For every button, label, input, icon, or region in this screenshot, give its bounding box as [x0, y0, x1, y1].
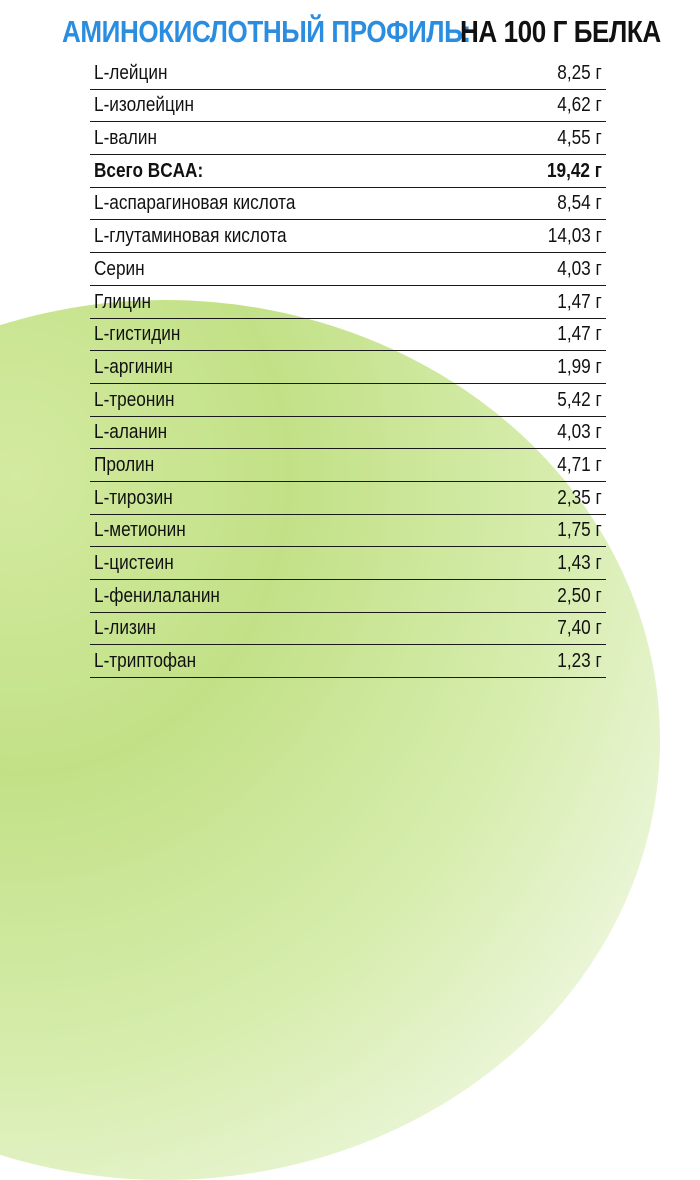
header	[0, 14, 700, 58]
amino-acid-value: 19,42 г	[547, 159, 602, 182]
table-row	[90, 351, 606, 384]
amino-acid-name: L-гистидин	[94, 323, 181, 346]
amino-acid-name: L-метионин	[94, 519, 186, 542]
amino-acid-name: L-фенилаланин	[94, 584, 220, 607]
table-row	[90, 57, 606, 90]
amino-acid-value: 1,47 г	[557, 290, 602, 313]
table-row	[90, 384, 606, 417]
amino-acid-name: Пролин	[94, 453, 155, 476]
amino-acid-name: L-глутаминовая кислота	[94, 225, 287, 248]
amino-acid-name: L-аргинин	[94, 355, 173, 378]
amino-acid-name: L-лейцин	[94, 61, 168, 84]
amino-acid-value: 1,75 г	[557, 519, 602, 542]
table-row	[90, 482, 606, 515]
amino-acid-value: 1,23 г	[557, 650, 602, 673]
amino-acid-value: 4,03 г	[557, 421, 602, 444]
amino-acid-value: 1,47 г	[557, 323, 602, 346]
amino-acid-name: L-валин	[94, 127, 157, 150]
amino-acid-value: 14,03 г	[547, 225, 602, 248]
amino-acid-value: 1,99 г	[557, 355, 602, 378]
amino-acid-name: L-изолейцин	[94, 94, 194, 117]
amino-acid-value: 1,43 г	[557, 552, 602, 574]
amino-acid-value: 4,62 г	[557, 94, 602, 117]
table-row	[90, 515, 606, 548]
table-row	[90, 122, 606, 155]
table-row	[90, 449, 606, 482]
page-title: АМИНОКИСЛОТНЫЙ ПРОФИЛЬ:	[62, 14, 471, 49]
amino-acid-value: 4,55 г	[557, 127, 602, 150]
table-row	[90, 188, 606, 221]
amino-acid-name: Серин	[94, 257, 145, 280]
amino-acid-value: 4,71 г	[557, 453, 602, 476]
amino-acid-name: L-аспарагиновая кислота	[94, 192, 296, 215]
amino-acid-value: 4,03 г	[557, 257, 602, 280]
amino-acid-value: 5,42 г	[557, 388, 602, 411]
table-row	[90, 319, 606, 352]
amino-acid-name: L-триптофан	[94, 650, 197, 673]
table-row	[90, 613, 606, 646]
table-row	[90, 220, 606, 253]
amino-acid-name: L-аланин	[94, 421, 168, 444]
table-row-total-bcaa	[90, 155, 606, 188]
amino-acid-value: 2,35 г	[557, 486, 602, 509]
amino-acid-name: Глицин	[94, 290, 151, 313]
amino-acid-name: L-лизин	[94, 617, 156, 640]
amino-acid-table	[90, 57, 606, 678]
table-row	[90, 417, 606, 450]
table-row	[90, 580, 606, 613]
amino-acid-name: L-цистеин	[94, 552, 174, 574]
table-row	[90, 645, 606, 678]
amino-acid-value: 8,25 г	[557, 61, 602, 84]
table-row	[90, 253, 606, 286]
amino-acid-name: L-тирозин	[94, 486, 173, 509]
table-row	[90, 286, 606, 319]
amino-acid-value: 7,40 г	[557, 617, 602, 640]
table-row	[90, 90, 606, 123]
table-row	[90, 547, 606, 580]
amino-acid-value: 8,54 г	[557, 192, 602, 215]
amino-acid-name: L-треонин	[94, 388, 175, 411]
page-subtitle: НА 100 Г БЕЛКА	[460, 14, 661, 49]
amino-acid-name: Всего BCAA:	[94, 159, 204, 182]
amino-acid-value: 2,50 г	[557, 584, 602, 607]
